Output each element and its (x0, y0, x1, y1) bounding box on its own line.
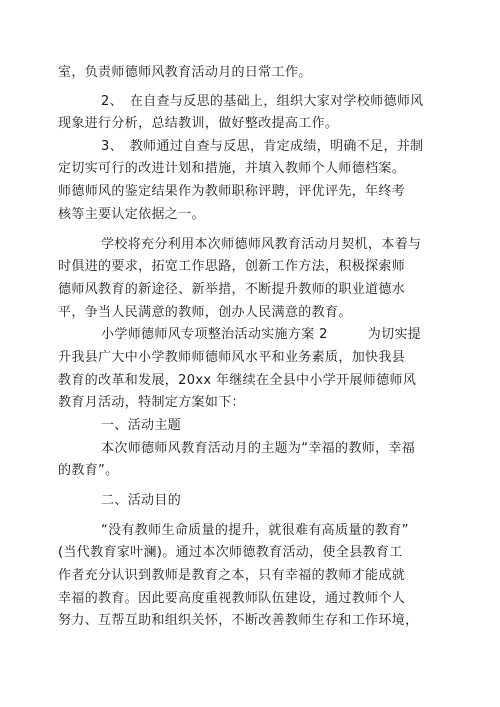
text-line: “没有教师生命质量的提升，就很难有高质量的教育” (101, 523, 409, 538)
text-line: 定切实可行的改进计划和措施，并填入教师个人师德档案。 (58, 161, 406, 176)
text-line: 师德师风的鉴定结果作为教师职称评聘，评优评先，年终考 (58, 184, 406, 199)
text-line: 现象进行分析，总结教训，做好整改提高工作。 (58, 116, 339, 131)
text-line: 小学师德师风专项整治活动实施方案 2 为切实提 (101, 327, 422, 342)
text-line: 平，争当人民满意的教师，创办人民满意的教育。 (58, 305, 352, 320)
section-heading: 二、活动目的 (101, 493, 182, 508)
text-line: 时俱进的要求，拓宽工作思路，创新工作方法，积极探索师 (58, 259, 406, 274)
text-line: 升我县广大中小学教师师德师风水平和业务素质，加快我县 (58, 350, 406, 365)
text-line: 的教育”。 (58, 463, 119, 478)
text-line: 学校将充分利用本次师德师风教育活动月契机，本着与 (101, 237, 422, 252)
text-line: 室，负责师德师风教育活动月的日常工作。 (58, 65, 312, 80)
text-line: 教育的改革和发展，20xx 年继续在全县中小学开展师德师风 (58, 373, 417, 388)
section-heading: 一、活动主题 (101, 418, 182, 433)
text-line: 德师风教育的新途径、新举措，不断提升教师的职业道德水 (58, 282, 406, 297)
text-line: 核等主要认定依据之一。 (58, 207, 205, 222)
text-line: (当代教育家叶澜)。通过本次师德教育活动，使全县教育工 (58, 545, 403, 560)
text-line: 努力、互帮互助和组织关怀，不断改善教师生存和工作环境， (58, 613, 419, 628)
text-line: 教育月活动，特制定方案如下： (58, 395, 245, 410)
text-line: 本次师德师风教育活动月的主题为“幸福的教师，幸福 (101, 441, 416, 456)
text-line: 作者充分认识到教师是教育之本，只有幸福的教师才能成就 (58, 568, 406, 583)
text-line: 2、 在自查与反思的基础上，组织大家对学校师德师风 (101, 94, 424, 109)
text-line: 3、 教师通过自查与反思，肯定成绩，明确不足，并制 (101, 139, 424, 154)
text-line: 幸福的教育。因此要高度重视教师队伍建设，通过教师个人 (58, 591, 406, 606)
